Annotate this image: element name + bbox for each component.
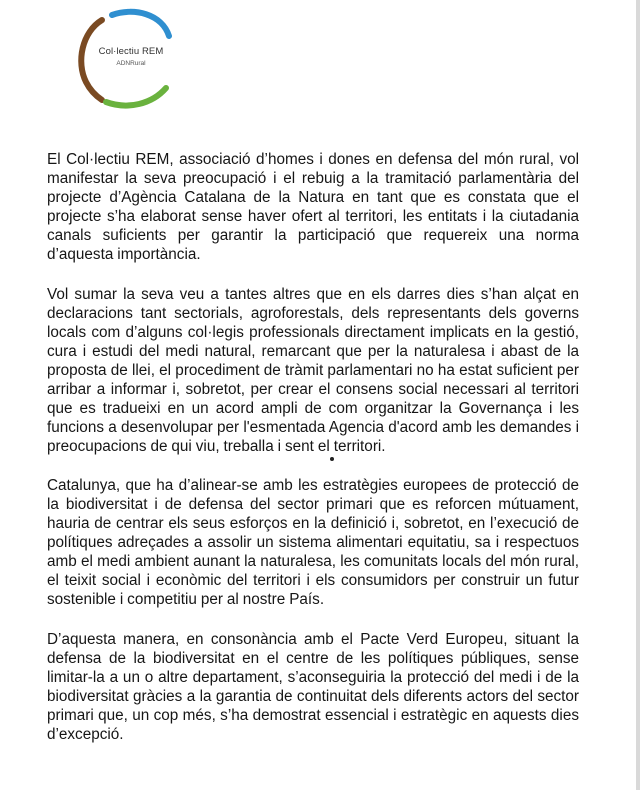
paragraph-4: D’aquesta manera, en consonància amb el Pacte Verd Europeu, situant la defensa de la biodiversitat en el centre de les polítiques públiques, sense limitar-la a un o altre departament, s’aconseguiria la protecció del medi i de la biodiversitat gràcies a la garantia de continuitat dels diferents actors del sector primari que, un cop més, s’ha demostrat essencial i estratègic en aquests dies d’excepció. [47, 630, 579, 743]
logo [72, 6, 176, 110]
logo-blue-stroke [112, 12, 169, 36]
paragraph-3: Catalunya, que ha d’alinear-se amb les estratègies europees de protecció de la biodiversitat i de defensa del sector primari que es reforcen mútuament, hauria de centrar els seus esforços en la definició i, sobretot, en l’execució de polítiques adreçades a assolir un sistema alimentari equitatiu, sa i respectuos amb el medi ambient aunant la naturalesa, les comunitats locals del món rural, el teixit social i econòmic del territori i els consumidors per construir un futur sostenible i competitiu per al nostre País. [47, 477, 579, 609]
document-body [47, 150, 579, 764]
paragraph-1: El Col·lectiu REM, associació d’homes i dones en defensa del món rural, vol manifestar la seva preocupació i el rebuig a la tramitació parlamentària del projecte d’Agència Catalana de la Natura en tant que es constata que el projecte s’ha elaborat sense haver ofert al territori, les entitats i la ciutadania canals suficients per garantir la participació que requereix una norma d’aquesta importància. [47, 151, 579, 263]
logo-subtitle: ADNRural [116, 60, 146, 67]
logo-title: Col·lectiu REM [98, 46, 164, 57]
logo-green-stroke [106, 88, 166, 106]
page-edge [636, 0, 640, 790]
logo-ring-icon [72, 6, 176, 110]
paragraph-2: Vol sumar la seva veu a tantes altres que en els darres dies s’han alçat en declaracions tant sectorials, agroforestals, dels representants dels governs locals com d’alguns col·legis professionals directament implicats en la gestió, cura i estudi del medi natural, remarcant que per la naturalesa i abast de la proposta de llei, el procediment de tràmit parlamentari no ha estat suficient per arribar a informar i, sobretot, per crear el consens social necessari al territori que es tradueixi en un acord ampli de com organitzar la Governança i les funcions a desenvolupar per l'esmentada Agencia d'acord amb les demandes i preocupacions de qui viu, treballa i sent el territori. [47, 285, 579, 455]
stray-dot [330, 457, 334, 461]
